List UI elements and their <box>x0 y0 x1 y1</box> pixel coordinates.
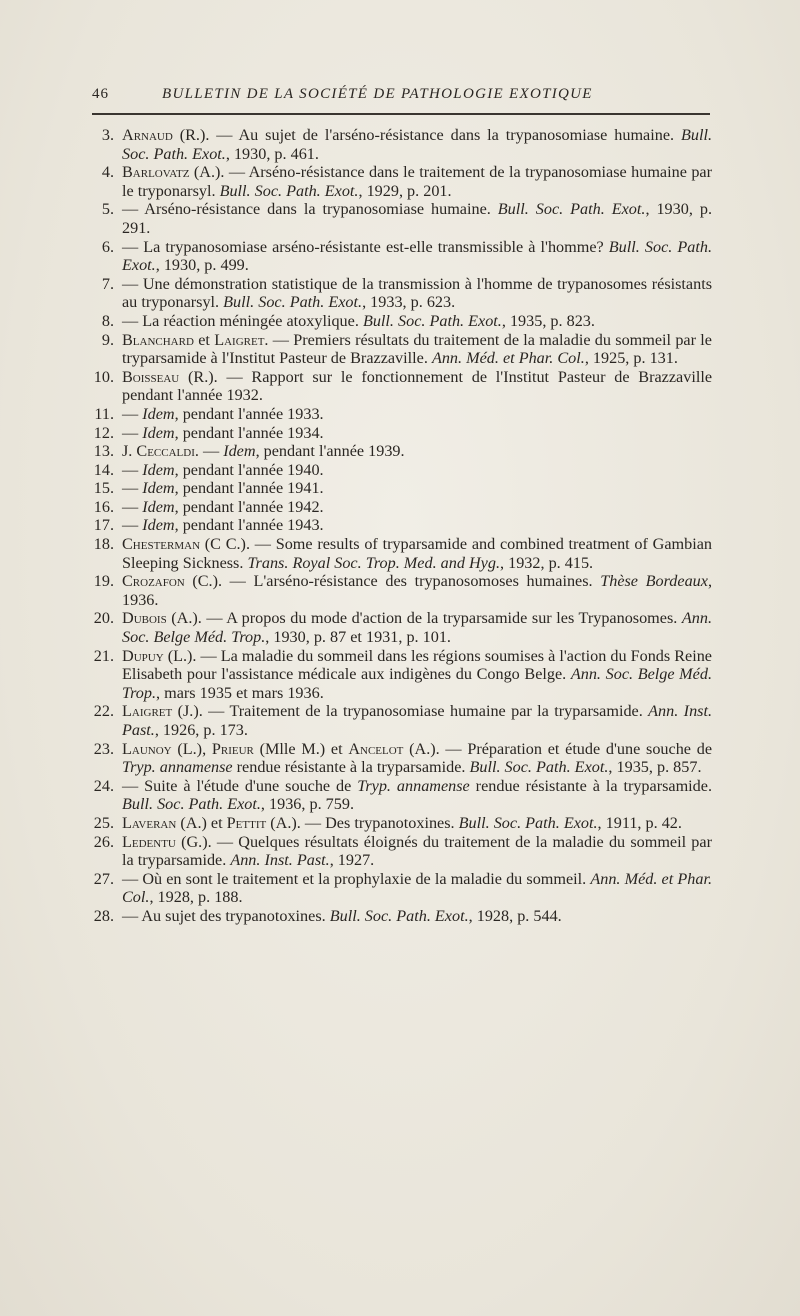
reference-number: 28. <box>93 906 114 925</box>
reference-text <box>122 740 712 777</box>
reference-text <box>122 275 712 312</box>
reference-number: 6. <box>101 237 114 256</box>
italic-text: Bull. Soc. Path. Exot. <box>223 293 363 312</box>
reference-number: 4. <box>101 163 114 182</box>
reference-item <box>90 609 712 646</box>
reference-text <box>122 647 712 703</box>
author-name: Dupuy (L.) <box>122 646 193 665</box>
reference-item <box>90 535 712 572</box>
reference-item <box>90 331 712 368</box>
italic-text: Ann. Inst. Past. <box>122 702 713 739</box>
reference-fragment: — Une démonstration statistique de la transmission à l'homme de trypanosomes résistants au tryponarsyl. <box>122 274 712 312</box>
reference-fragment: rendue résistante à la tryparsamide. <box>469 776 712 795</box>
reference-number: 5. <box>101 200 114 219</box>
reference-item <box>90 200 712 237</box>
reference-fragment: , 1935, p. 857. <box>608 758 702 777</box>
author-name: Prieur <box>211 739 254 758</box>
italic-text: Bull. Soc. Path. Exot. <box>219 181 359 200</box>
author-name: Arnaud (R.) <box>122 126 206 144</box>
reference-fragment: et <box>193 330 215 349</box>
reference-fragment: — <box>122 460 143 479</box>
reference-text <box>122 609 712 646</box>
reference-text <box>122 461 712 480</box>
italic-text: Idem <box>142 404 175 423</box>
reference-fragment: — Suite à l'étude d'une souche de <box>122 776 358 795</box>
italic-text: Ann. Soc. Belge Méd. Trop. <box>122 609 713 647</box>
reference-item <box>90 833 712 870</box>
reference-fragment: . — L'arséno-résistance des trypanosomoses humaines. <box>218 572 601 591</box>
reference-fragment: — Au sujet des trypanotoxines. <box>122 906 330 925</box>
reference-fragment: , 1925, p. 131. <box>584 349 678 368</box>
italic-text: Ann. Soc. Belge Méd. Trop. <box>122 665 712 702</box>
reference-fragment: , 1935, p. 823. <box>501 311 595 330</box>
italic-text: Bull. Soc. Path. Exot. <box>497 200 646 219</box>
reference-fragment: (A.). — Préparation et étude d'une souche de <box>403 739 713 758</box>
reference-fragment: . — Au sujet de l'arséno-résistance dans la trypanosomiase humaine. <box>205 126 681 144</box>
author-name: Ancelot <box>348 739 404 758</box>
reference-number: 7. <box>101 274 114 293</box>
reference-text <box>122 479 712 498</box>
italic-text: Trans. Royal Soc. Trop. Med. and Hyg. <box>247 553 501 572</box>
reference-text <box>122 535 712 572</box>
reference-fragment: , 1928, p. 188. <box>149 888 243 907</box>
reference-text <box>122 200 712 237</box>
italic-text: Bull. Soc. Path. Exot. <box>329 906 469 925</box>
reference-number: 24. <box>93 776 114 795</box>
italic-text: Idem <box>142 423 175 442</box>
reference-number: 3. <box>101 126 114 144</box>
reference-fragment: , 1930, p. 87 et 1931, p. 101. <box>265 628 451 647</box>
journal-title: BULLETIN DE LA SOCIÉTÉ DE PATHOLOGIE EXOTIQUE <box>162 86 593 102</box>
reference-number: 11. <box>94 404 114 423</box>
italic-text: Idem <box>142 460 175 479</box>
reference-fragment: — <box>122 423 143 442</box>
reference-fragment: — Arséno-résistance dans la trypanosomiase humaine. <box>122 200 498 219</box>
italic-text: Idem <box>223 442 256 461</box>
italic-text: Bull. Soc. Path. Exot. <box>122 237 713 275</box>
reference-text <box>122 777 712 814</box>
italic-text: Bull. Soc. Path. Exot. <box>458 813 598 832</box>
reference-number: 17. <box>93 516 114 535</box>
reference-list <box>90 126 712 926</box>
reference-number: 26. <box>93 832 114 851</box>
reference-item <box>90 870 712 907</box>
author-name: Chesterman (C C.) <box>122 535 246 554</box>
reference-fragment: . — Some results of tryparsamide and combined treatment of Gambian Sleeping Sickness. <box>122 535 712 572</box>
reference-fragment: , pendant l'année 1934. <box>174 423 324 442</box>
italic-text: Ann. Méd. et Phar. Col. <box>431 349 585 368</box>
reference-item <box>90 777 712 814</box>
reference-fragment: , 1932, p. 415. <box>500 553 594 572</box>
reference-text <box>122 870 712 907</box>
italic-text: Idem <box>142 479 175 498</box>
reference-number: 8. <box>101 311 114 330</box>
reference-fragment: , 1936, p. 759. <box>260 795 354 814</box>
reference-fragment: . — La maladie du sommeil dans les régions soumises à l'action du Fonds Reine Elisabeth pour l'assistance médicale aux indigènes du Congo Belge. <box>122 646 712 684</box>
reference-fragment: (A.) et <box>176 813 227 832</box>
reference-item <box>90 702 712 739</box>
reference-fragment: , 1930, p. 499. <box>155 256 249 275</box>
reference-fragment: . — Premiers résultats du traitement de la maladie du sommeil par le tryparsamide à l'Institut Pasteur de Brazzaville. <box>122 330 712 368</box>
reference-item <box>90 479 712 498</box>
reference-fragment: , 1930, p. 291. <box>122 200 712 237</box>
reference-fragment: , pendant l'année 1941. <box>174 479 324 498</box>
reference-fragment: . — A propos du mode d'action de la tryparsamide sur les Trypanosomes. <box>197 609 682 628</box>
reference-item <box>90 368 712 405</box>
reference-fragment: (A.). — Des trypanotoxines. <box>266 813 459 832</box>
reference-item <box>90 516 712 535</box>
reference-fragment: . — Traitement de la trypanosomiase humaine par la tryparsamide. <box>198 702 649 721</box>
page-number: 46 <box>92 86 109 102</box>
reference-number: 19. <box>93 572 114 591</box>
italic-text: Bull. Soc. Path. Exot. <box>122 126 712 163</box>
author-name: Blanchard <box>122 330 194 349</box>
reference-text <box>122 516 712 535</box>
reference-item <box>90 238 712 275</box>
reference-item <box>90 275 712 312</box>
reference-fragment: , 1928, p. 544. <box>468 906 562 925</box>
italic-text: Idem <box>142 497 175 516</box>
author-name: Laigret (J.) <box>122 702 199 721</box>
reference-fragment: — <box>122 516 143 535</box>
reference-number: 10. <box>93 367 114 386</box>
reference-fragment: , 1929, p. 201. <box>358 181 452 200</box>
reference-number: 12. <box>93 423 114 442</box>
reference-item <box>90 405 712 424</box>
reference-text <box>122 424 712 443</box>
reference-item <box>90 814 712 833</box>
reference-fragment: , mars 1935 et mars 1936. <box>156 683 324 702</box>
reference-fragment: . — Arséno-résistance dans le traitement de la trypanosomiase humaine par le tryponarsyl. <box>122 163 712 200</box>
reference-fragment: — <box>122 404 143 423</box>
reference-fragment: . — <box>194 442 224 461</box>
reference-text <box>122 442 712 461</box>
reference-text <box>122 702 712 739</box>
reference-number: 22. <box>93 702 114 721</box>
reference-fragment: — Où en sont le traitement et la prophylaxie de la maladie du sommeil. <box>122 869 591 888</box>
reference-fragment: — <box>122 479 143 498</box>
reference-fragment: , 1911, p. 42. <box>597 813 682 832</box>
reference-text <box>122 238 712 275</box>
author-name: Laigret <box>214 330 265 349</box>
italic-text: Bull. Soc. Path. Exot. <box>122 795 261 814</box>
reference-item <box>90 572 712 609</box>
reference-text <box>122 331 712 368</box>
reference-fragment: rendue résistante à la tryparsamide. <box>232 758 470 777</box>
author-name: Launoy (L.) <box>122 739 203 758</box>
reference-fragment: , pendant l'année 1939. <box>255 442 405 461</box>
reference-item <box>90 907 712 926</box>
reference-text <box>122 814 712 833</box>
reference-number: 25. <box>93 813 114 832</box>
reference-number: 21. <box>93 646 114 665</box>
author-name: Ledentu (G.) <box>122 832 208 851</box>
reference-number: 23. <box>93 739 114 758</box>
reference-item <box>90 647 712 703</box>
author-name: Pettit <box>226 813 267 832</box>
running-header <box>92 86 712 110</box>
reference-fragment: , pendant l'année 1940. <box>174 460 324 479</box>
reference-fragment: , pendant l'année 1933. <box>174 404 324 423</box>
italic-text: Tryp. annamense <box>357 776 470 795</box>
reference-fragment: , pendant l'année 1943. <box>174 516 324 535</box>
author-name: Crozafon (C.) <box>122 572 218 591</box>
reference-text <box>122 368 712 405</box>
italic-text: Bull. Soc. Path. Exot. <box>469 758 609 777</box>
reference-number: 9. <box>101 330 114 349</box>
reference-number: 16. <box>93 497 114 516</box>
reference-fragment: (Mlle M.) et <box>253 739 349 758</box>
reference-fragment: , 1926, p. 173. <box>154 721 248 739</box>
reference-text <box>122 163 712 200</box>
reference-fragment: , 1933, p. 623. <box>362 293 456 312</box>
reference-text <box>122 312 712 331</box>
reference-fragment: , <box>202 739 212 758</box>
author-name: Dubois (A.) <box>122 609 198 628</box>
reference-fragment: , pendant l'année 1942. <box>174 497 324 516</box>
reference-fragment: , 1930, p. 461. <box>225 144 319 163</box>
reference-number: 14. <box>93 460 114 479</box>
header-rule <box>92 113 710 115</box>
reference-fragment: . — Quelques résultats éloignés du traitement de la maladie du sommeil par la tryparsamide. <box>122 832 712 870</box>
reference-number: 27. <box>93 869 114 888</box>
reference-text <box>122 405 712 424</box>
italic-text: Tryp. annamense <box>122 758 233 777</box>
reference-number: 13. <box>93 442 114 461</box>
reference-text <box>122 498 712 517</box>
author-name: Barlovatz (A.) <box>122 163 221 182</box>
reference-number: 15. <box>93 479 114 498</box>
reference-item <box>90 163 712 200</box>
author-name: Laveran <box>122 813 177 832</box>
reference-item <box>90 312 712 331</box>
reference-text <box>122 572 712 609</box>
italic-text: Idem <box>142 516 175 535</box>
reference-text <box>122 907 712 926</box>
italic-text: Bull. Soc. Path. Exot. <box>362 311 502 330</box>
reference-item <box>90 498 712 517</box>
reference-fragment: . — Rapport sur le fonctionnement de l'Institut Pasteur de Brazzaville pendant l'année 1932. <box>122 367 713 405</box>
reference-fragment: — <box>122 497 143 516</box>
reference-fragment: , 1927. <box>329 851 375 870</box>
reference-fragment: J. <box>122 442 137 461</box>
reference-fragment: , 1936. <box>122 572 712 609</box>
reference-item <box>90 442 712 461</box>
reference-number: 20. <box>93 609 114 628</box>
italic-text: Thèse Bordeaux <box>600 572 708 591</box>
italic-text: Ann. Inst. Past. <box>230 851 330 870</box>
reference-item <box>90 424 712 443</box>
reference-fragment: — La trypanosomiase arséno-résistante est-elle transmissible à l'homme? <box>122 237 609 256</box>
reference-number: 18. <box>93 535 114 554</box>
reference-text <box>122 126 712 163</box>
author-name: Boisseau (R.) <box>122 367 214 386</box>
italic-text: Ann. Méd. et Phar. Col. <box>122 869 712 907</box>
author-name: Ceccaldi <box>136 442 195 461</box>
reference-text <box>122 833 712 870</box>
reference-item <box>90 740 712 777</box>
reference-item <box>90 461 712 480</box>
reference-item <box>90 126 712 163</box>
reference-fragment: — La réaction méningée atoxylique. <box>122 311 363 330</box>
